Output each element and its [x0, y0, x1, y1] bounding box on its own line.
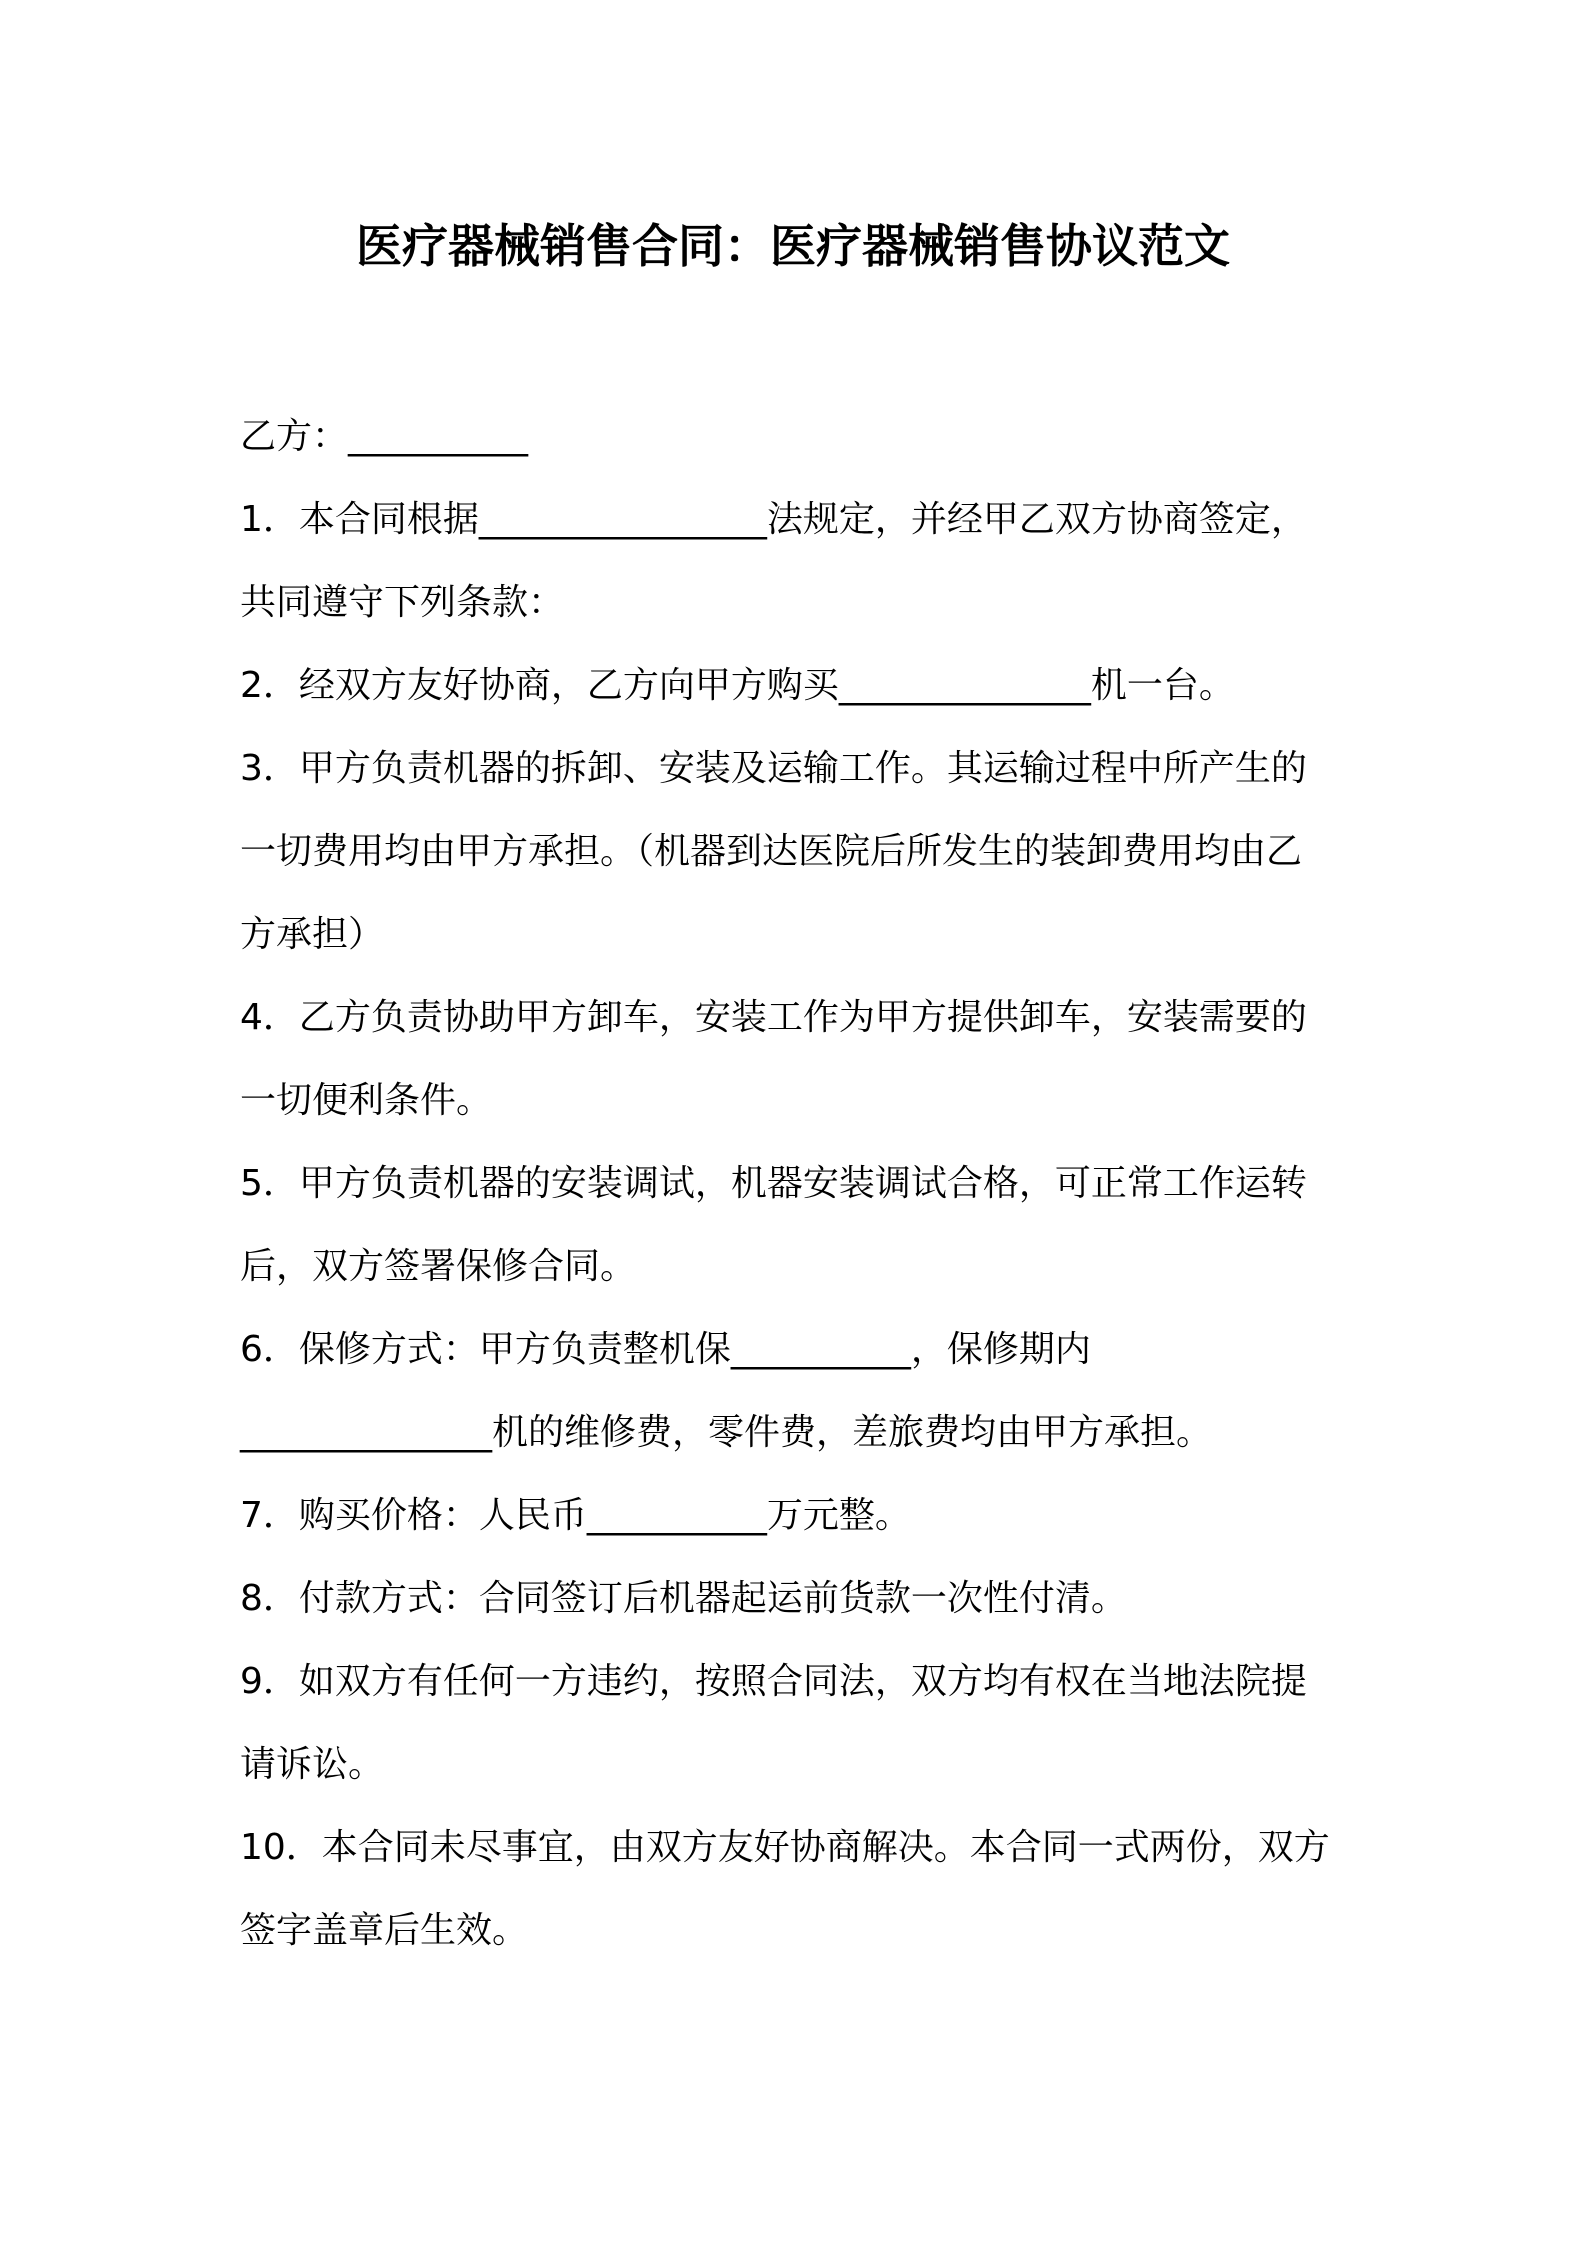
- clause-5-line-1: 5．甲方负责机器的安装调试，机器安装调试合格，可正常工作运转: [240, 1163, 1307, 1204]
- party-b-line: 乙方：__________: [240, 416, 529, 457]
- clause-10-line-2: 签字盖章后生效。: [240, 1910, 529, 1951]
- document-title: 医疗器械销售合同：医疗器械销售协议范文: [356, 219, 1230, 273]
- clause-10-line-1: 10．本合同未尽事宜，由双方友好协商解决。本合同一式两份，双方: [240, 1827, 1330, 1868]
- clause-7-line-1: 7．购买价格：人民币__________万元整。: [240, 1495, 911, 1536]
- clause-8-line-1: 8．付款方式：合同签订后机器起运前货款一次性付清。: [240, 1578, 1127, 1619]
- clause-2-line-1: 2．经双方友好协商，乙方向甲方购买______________机一台。: [240, 665, 1235, 706]
- clause-4-line-1: 4．乙方负责协助甲方卸车，安装工作为甲方提供卸车，安装需要的: [240, 997, 1307, 1038]
- clause-5-line-2: 后，双方签署保修合同。: [240, 1246, 637, 1287]
- clause-9-line-1: 9．如双方有任何一方违约，按照合同法，双方均有权在当地法院提: [240, 1661, 1307, 1702]
- clause-3-line-3: 方承担）: [240, 914, 385, 955]
- clause-9-line-2: 请诉讼。: [240, 1744, 385, 1785]
- clause-6-line-1: 6．保修方式：甲方负责整机保__________，保修期内: [240, 1329, 1091, 1370]
- clause-1-line-1: 1．本合同根据________________法规定，并经甲乙双方协商签定，: [240, 499, 1307, 540]
- clause-4-line-2: 一切便利条件。: [240, 1080, 493, 1121]
- clause-3-line-1: 3．甲方负责机器的拆卸、安装及运输工作。其运输过程中所产生的: [240, 748, 1307, 789]
- clause-1-line-2: 共同遵守下列条款：: [240, 582, 565, 623]
- clause-6-line-2: ______________机的维修费，零件费，差旅费均由甲方承担。: [240, 1412, 1213, 1453]
- clause-3-line-2: 一切费用均由甲方承担。（机器到达医院后所发生的装卸费用均由乙: [240, 831, 1303, 872]
